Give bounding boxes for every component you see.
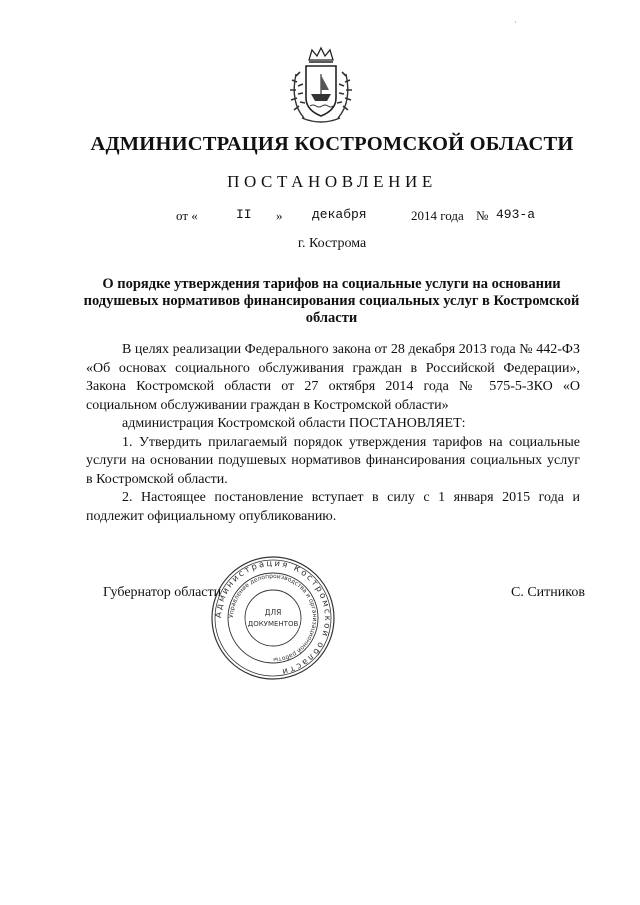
scan-mark: · (514, 18, 517, 27)
item-2-paragraph: 2. Настоящее постановление вступает в силу с 1 января 2015 года и подлежит официальному опубликованию. (86, 490, 580, 524)
coat-of-arms-emblem (286, 46, 356, 126)
signature-title: Губернатор области (103, 585, 222, 600)
stamp-outer-text: Администрация Костромской области (213, 558, 333, 677)
date-prefix: от « (176, 208, 198, 223)
date-year: 2014 года (411, 208, 464, 223)
document-number: 493-а (496, 207, 536, 222)
date-day: II (236, 207, 252, 222)
preamble-paragraph: В целях реализации Федерального закона от 28 декабря 2013 года № 442-ФЗ «Об основах социального обслуживания граждан в Российской Федерации», Закона Костромской области от 27 октября 2014 года № 575-5-ЗКО «О социальном обслуживании граждан в Костромской области» (86, 342, 580, 413)
document-heading: О порядке утверждения тарифов на социальные услуги на основании подушевых нормативов финансирования социальных услуг в Костромской области (83, 276, 580, 326)
number-sign: № (476, 208, 489, 223)
signature-name: С. Ситников (511, 585, 585, 600)
city-name: г. Кострома (297, 236, 367, 251)
stamp-inner-text: Управление делопроизводства и организационной работы (227, 572, 319, 664)
date-month: декабря (312, 207, 367, 222)
document-body (86, 341, 580, 526)
document-type: ПОСТАНОВЛЕНИЕ (227, 172, 437, 191)
date-quote-close: » (276, 208, 283, 223)
resolution-line: администрация Костромской области ПОСТАНОВЛЯЕТ: (122, 416, 466, 431)
organization-title: АДМИНИСТРАЦИЯ КОСТРОМСКОЙ ОБЛАСТИ (90, 133, 574, 155)
stamp-center-line-1: ДЛЯ (264, 608, 282, 617)
official-stamp (210, 555, 336, 681)
item-1-paragraph: 1. Утвердить прилагаемый порядок утверждения тарифов на социальные услуги на основании подушевых нормативов финансирования социальных услуг в Костромской области. (86, 434, 580, 487)
stamp-center-line-2: ДОКУМЕНТОВ (247, 620, 299, 628)
